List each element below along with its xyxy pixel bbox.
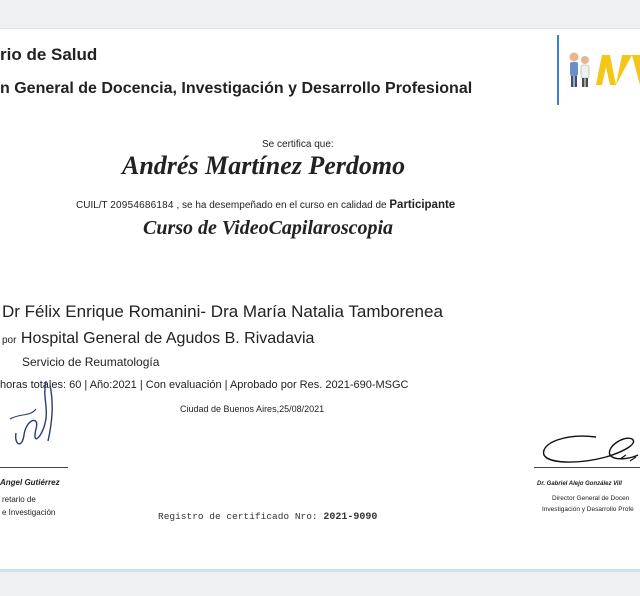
role-phrase: , se ha desempeñado en el curso en calidad de: [173, 200, 390, 211]
hours-line: horas totales: 60 | Año:2021 | Con evaluación | Aprobado por Res. 2021-690-MSGC: [0, 379, 409, 391]
left-signer-name: Angel Gutiérrez: [0, 478, 60, 487]
right-signature-icon: [536, 429, 640, 467]
header-divider: [557, 35, 559, 105]
left-signer-role-line1: retario de: [2, 495, 36, 504]
cuil-number: 20954686184: [110, 200, 174, 211]
hospital-name: Hospital General de Agudos B. Rivadavia: [20, 330, 315, 347]
direction-title: n General de Docencia, Investigación y Desarrollo Profesional: [0, 80, 473, 97]
service-line: Servicio de Reumatología: [22, 355, 160, 369]
left-signer-role-line2: e Investigación: [2, 508, 56, 517]
right-signer-role-line1: Director General de Docen: [552, 495, 630, 502]
registry-line: [158, 511, 377, 523]
right-signer-role-line2: Investigación y Desarrollo Profe: [542, 506, 634, 513]
left-signature-line: [0, 467, 68, 468]
cuil-line: [76, 199, 455, 211]
participation-role: Participante: [389, 199, 456, 211]
certificate-sheet: [0, 28, 640, 572]
place-date: Ciudad de Buenos Aires,25/08/2021: [180, 404, 325, 414]
ba-logo-icon: [566, 45, 640, 93]
registry-number: 2021-9090: [323, 512, 378, 523]
course-title: Curso de VideoCapilaroscopia: [143, 217, 394, 239]
right-signature-line: [534, 467, 640, 468]
hospital-line: [2, 330, 314, 348]
recipient-name: Andrés Martínez Perdomo: [122, 151, 406, 180]
left-signature-icon: [6, 379, 60, 463]
certify-intro: Se certifica que:: [262, 139, 334, 150]
hospital-prefix: por: [2, 335, 17, 346]
teachers-line: Dr Félix Enrique Romanini- Dra María Natalia Tamborenea: [2, 302, 443, 321]
cuil-label: CUIL/T: [76, 200, 108, 211]
right-signer-name: Dr. Gabriel Alejo González Vill: [537, 481, 622, 487]
registry-label: Registro de certificado Nro:: [158, 511, 324, 522]
ministry-title: rio de Salud: [0, 45, 98, 64]
